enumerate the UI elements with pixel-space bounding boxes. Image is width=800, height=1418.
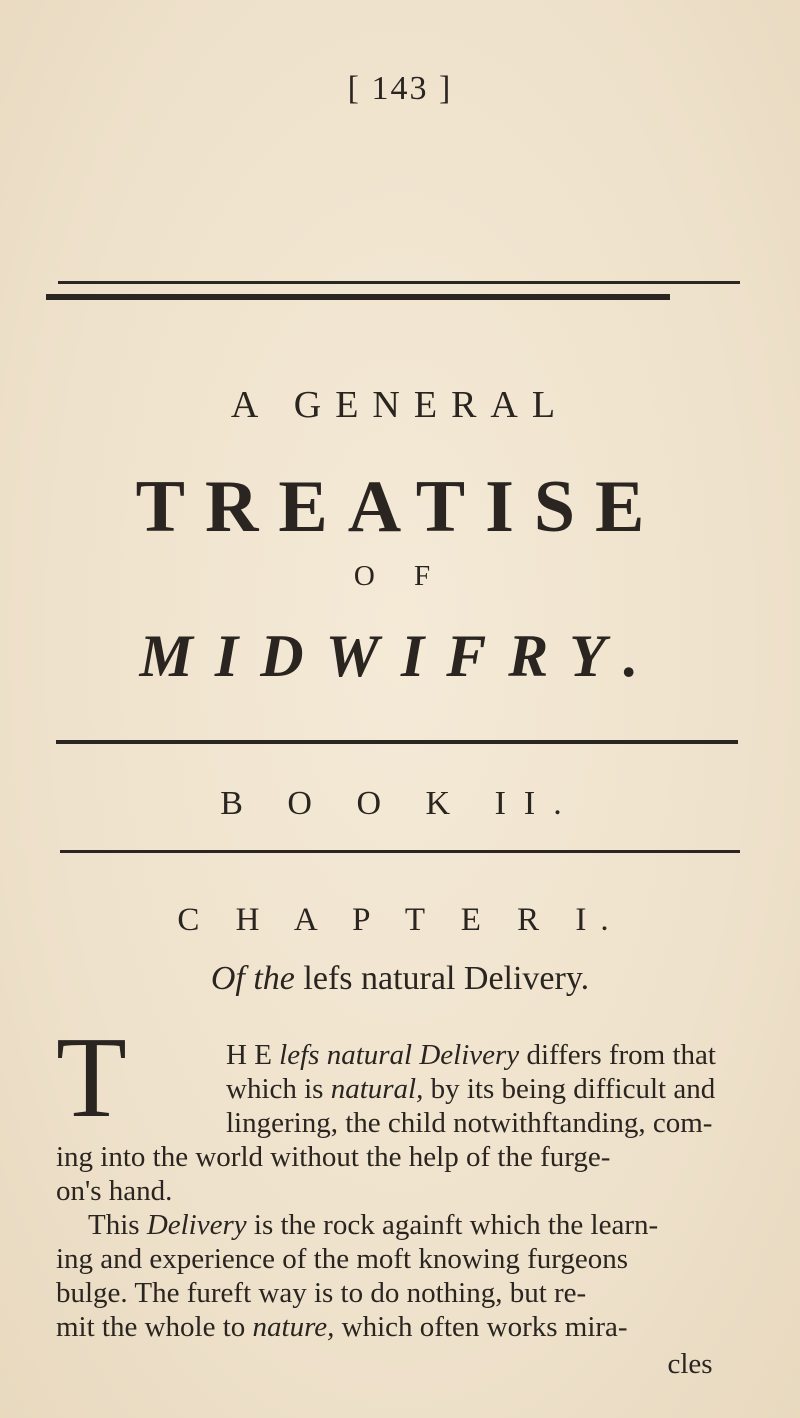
text-line: lingering, the child notwithftanding, com-: [226, 1107, 713, 1139]
catchword: cles: [667, 1348, 713, 1380]
book-rule-bottom: [60, 850, 740, 853]
title-line-general: A GENERAL: [230, 384, 570, 426]
title-line-of: O F: [353, 560, 447, 592]
text-run: which is: [226, 1073, 324, 1105]
chapter-subtitle-prefix: Of the: [210, 960, 295, 997]
text-line: bulge. The fureft way is to do nothing, but re-: [56, 1277, 587, 1309]
text-run-italic: nature,: [252, 1311, 335, 1343]
text-line: ing into the world without the help of the furge-: [56, 1141, 611, 1173]
text-run: mit the whole to: [56, 1311, 246, 1343]
page-number: [ 143 ]: [347, 70, 453, 107]
text-run: differs from that: [526, 1039, 716, 1071]
drop-cap: T: [56, 1014, 127, 1142]
text-line: [226, 1072, 800, 1106]
text-run-italic: Delivery: [146, 1209, 247, 1241]
chapter-subtitle: [0, 960, 800, 998]
title-line-midwifry: MIDWIFRY.: [139, 623, 661, 689]
text-line: [56, 1310, 756, 1344]
text-run: which often works mira-: [341, 1311, 628, 1343]
book-heading: B O O K II.: [220, 785, 580, 822]
text-run: by its being difficult and: [430, 1073, 716, 1105]
title-line-treatise: TREATISE: [135, 466, 665, 548]
chapter-subtitle-rest: lefs natural Delivery.: [303, 960, 590, 997]
text-run: H E: [226, 1039, 272, 1071]
top-rule-thin: [58, 281, 740, 284]
text-run-italic: lefs natural Delivery: [279, 1039, 520, 1071]
text-line: on's hand.: [56, 1175, 173, 1207]
chapter-heading: C H A P T E R I.: [177, 902, 623, 938]
book-rule-top: [56, 740, 738, 744]
text-line: ing and experience of the moft knowing furgeons: [56, 1243, 629, 1275]
text-line: [88, 1208, 788, 1242]
text-run-italic: natural,: [330, 1073, 424, 1105]
text-run: is the rock againft which the learn-: [253, 1209, 659, 1241]
text-run: This: [88, 1209, 140, 1241]
text-line: [226, 1038, 800, 1072]
top-rule-thick: [46, 294, 670, 300]
